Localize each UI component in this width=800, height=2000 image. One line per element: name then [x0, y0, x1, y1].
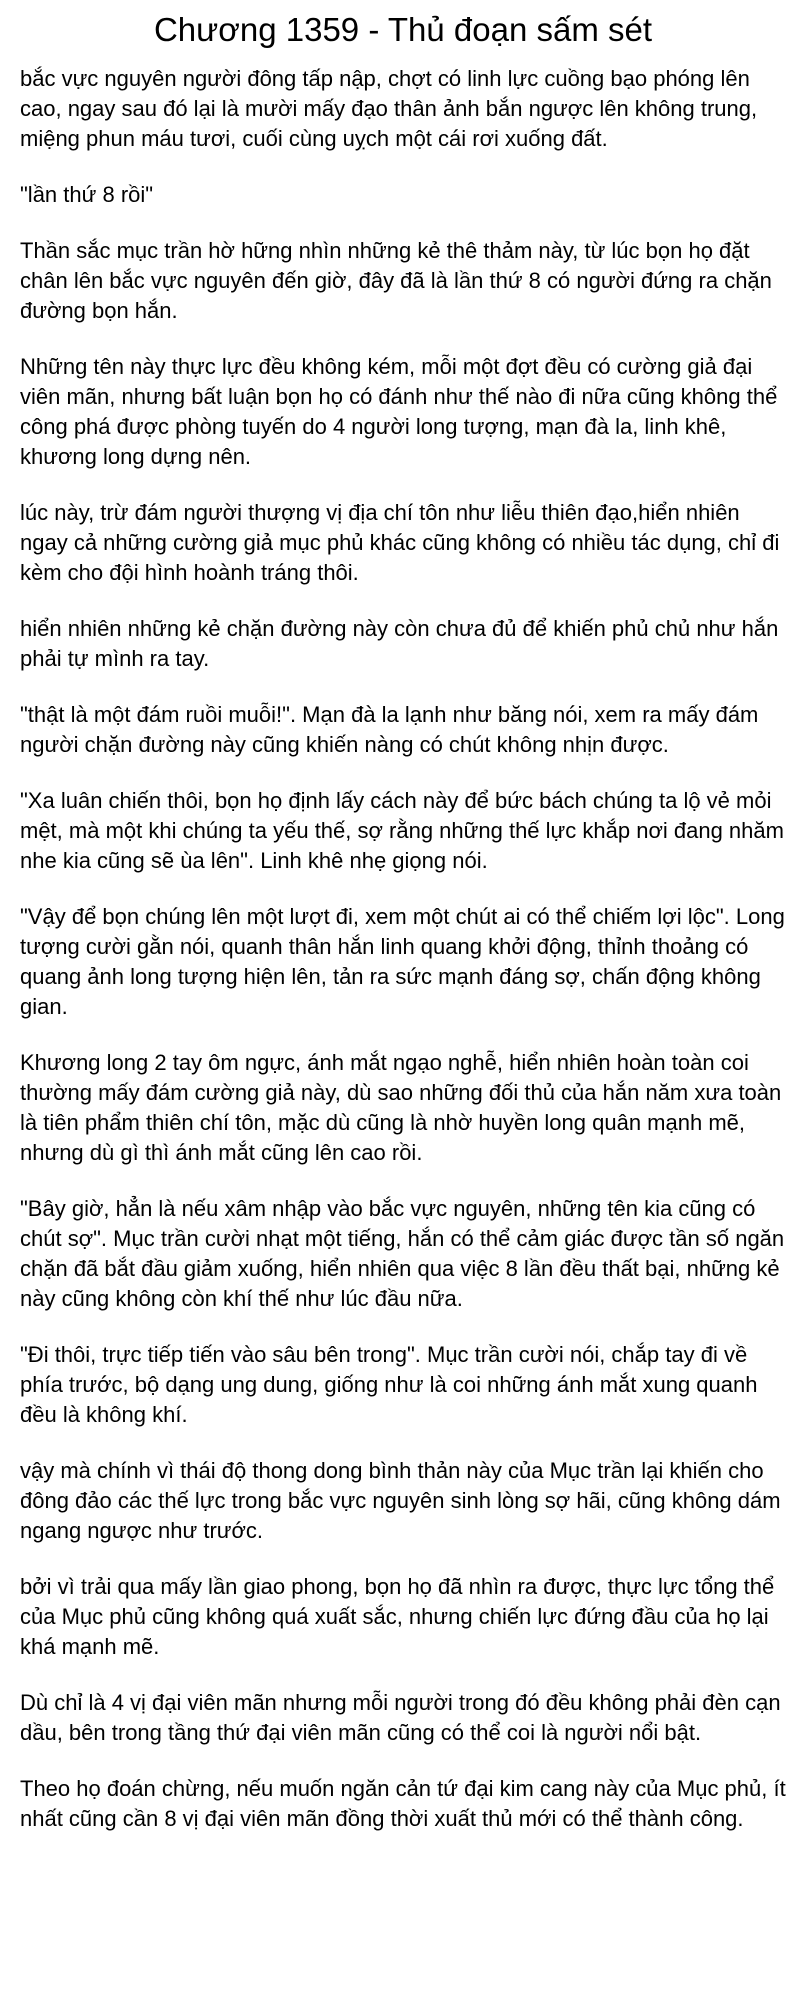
- paragraph: Những tên này thực lực đều không kém, mỗi một đợt đều có cường giả đại viên mãn, nhưng bất luận bọn họ có đánh như thế nào đi nữa cũng không thể công phá được phòng tuyến do 4 người long tượng, mạn đà la, linh khê, khương long dựng nên.: [20, 354, 778, 469]
- paragraph: bởi vì trải qua mấy lần giao phong, bọn họ đã nhìn ra được, thực lực tổng thể của Mục phủ cũng không quá xuất sắc, nhưng chiến lực đứng đầu của họ lại khá mạnh mẽ.: [20, 1574, 775, 1659]
- paragraph: lúc này, trừ đám người thượng vị địa chí tôn như liễu thiên đạo,hiển nhiên ngay cả những cường giả mục phủ khác cũng không có nhiều tác dụng, chỉ đi kèm cho đội hình hoành tráng thôi.: [20, 500, 780, 585]
- paragraph: "lần thứ 8 rồi": [20, 182, 154, 207]
- paragraph: vậy mà chính vì thái độ thong dong bình thản này của Mục trần lại khiến cho đông đảo các thế lực trong bắc vực nguyên sinh lòng sợ hãi, cũng không dám ngang ngược như trước.: [20, 1458, 781, 1543]
- paragraph: "Đi thôi, trực tiếp tiến vào sâu bên trong". Mục trần cười nói, chắp tay đi về phía trước, bộ dạng ung dung, giống như là coi những ánh mắt xung quanh đều là không khí.: [20, 1342, 758, 1427]
- paragraph: Dù chỉ là 4 vị đại viên mãn nhưng mỗi người trong đó đều không phải đèn cạn dầu, bên trong tầng thứ đại viên mãn cũng có thể coi là người nổi bật.: [20, 1690, 781, 1745]
- paragraph: "Vậy để bọn chúng lên một lượt đi, xem một chút ai có thể chiếm lợi lộc". Long tượng cười gằn nói, quanh thân hắn linh quang khởi động, thỉnh thoảng có quang ảnh long tượng hiện lên, tản ra sức mạnh đáng sợ, chấn động không gian.: [20, 904, 785, 1019]
- paragraph: "Bây giờ, hẳn là nếu xâm nhập vào bắc vực nguyên, những tên kia cũng có chút sợ". Mục trần cười nhạt một tiếng, hắn có thể cảm giác được tần số ngăn chặn đã bắt đầu giảm xuống, hiển nhiên qua việc 8 lần đều thất bại, những kẻ này cũng không còn khí thế như lúc đầu nữa.: [20, 1196, 785, 1311]
- paragraph: Thần sắc mục trần hờ hững nhìn những kẻ thê thảm này, từ lúc bọn họ đặt chân lên bắc vực nguyên đến giờ, đây đã là lần thứ 8 có người đứng ra chặn đường bọn hắn.: [20, 238, 772, 323]
- paragraph: "thật là một đám ruồi muỗi!". Mạn đà la lạnh như băng nói, xem ra mấy đám người chặn đường này cũng khiến nàng có chút không nhịn được.: [20, 702, 759, 757]
- chapter-title: Chương 1359 - Thủ đoạn sấm sét: [153, 11, 653, 48]
- paragraph: bắc vực nguyên người đông tấp nập, chợt có linh lực cuồng bạo phóng lên cao, ngay sau đó lại là mười mấy đạo thân ảnh bắn ngược lên không trung, miệng phun máu tươi, cuối cùng uỵch một cái rơi xuống đất.: [20, 66, 758, 151]
- paragraph: Khương long 2 tay ôm ngực, ánh mắt ngạo nghễ, hiển nhiên hoàn toàn coi thường mấy đám cường giả này, dù sao những đối thủ của hắn năm xưa toàn là tiên phẩm thiên chí tôn, mặc dù cũng là nhờ huyền long quân mạnh mẽ, nhưng dù gì thì ánh mắt cũng lên cao rồi.: [20, 1050, 782, 1165]
- paragraph: "Xa luân chiến thôi, bọn họ định lấy cách này để bức bách chúng ta lộ vẻ mỏi mệt, mà một khi chúng ta yếu thế, sợ rằng những thế lực khắp nơi đang nhăm nhe kia cũng sẽ ùa lên". Linh khê nhẹ giọng nói.: [20, 788, 784, 873]
- paragraph: hiển nhiên những kẻ chặn đường này còn chưa đủ để khiến phủ chủ như hắn phải tự mình ra tay.: [20, 616, 779, 671]
- chapter-body: [20, 64, 786, 1834]
- paragraph: Theo họ đoán chừng, nếu muốn ngăn cản tứ đại kim cang này của Mục phủ, ít nhất cũng cần 8 vị đại viên mãn đồng thời xuất thủ mới có thể thành công.: [20, 1776, 786, 1831]
